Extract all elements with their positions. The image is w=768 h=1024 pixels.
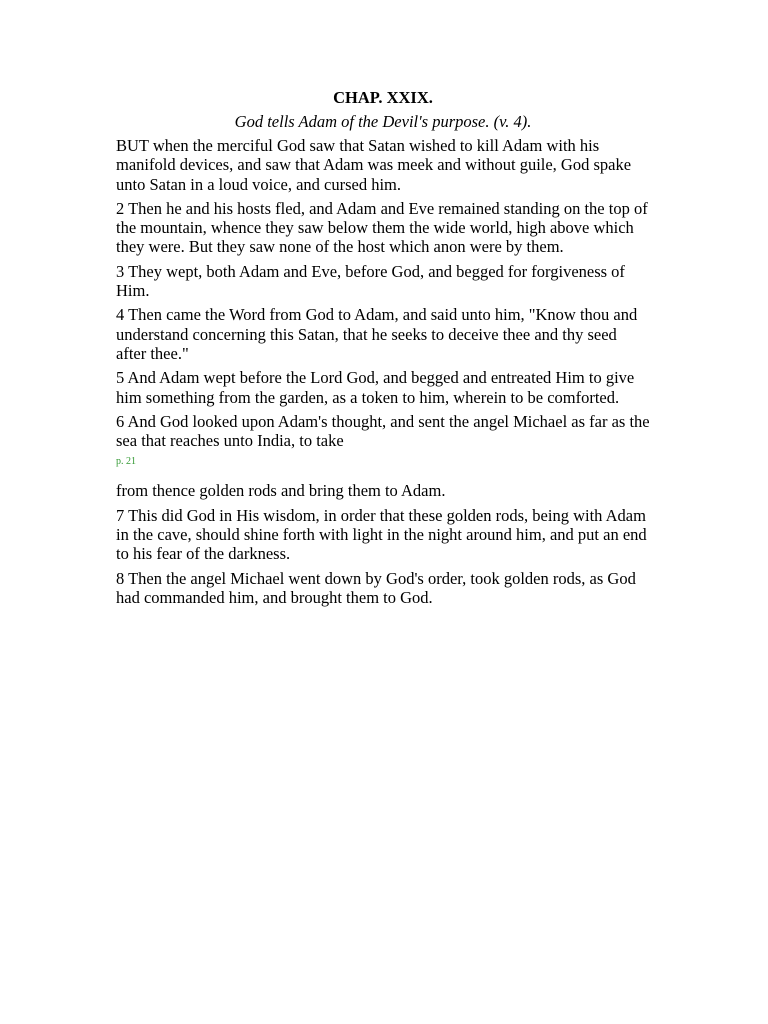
paragraph-4: 4 Then came the Word from God to Adam, and said unto him, "Know thou and understand concerning this Satan, that he seeks to deceive thee and thy seed after thee.": [116, 305, 638, 363]
paragraph-6-continued: from thence golden rods and bring them to Adam.: [116, 481, 446, 501]
page-number-marker: p. 21: [116, 456, 136, 468]
paragraph-3: 3 They wept, both Adam and Eve, before God, and begged for forgiveness of Him.: [116, 261, 625, 301]
chapter-title: CHAP. XXIX.: [333, 88, 433, 107]
paragraph-1: BUT when the merciful God saw that Satan wished to kill Adam with his manifold devices, and saw that Adam was meek and without guile, God spake unto Satan in a loud voice, and cursed him.: [116, 136, 632, 194]
paragraph-2: 2 Then he and his hosts fled, and Adam and Eve remained standing on the top of the mountain, whence they saw below them the wide world, high above which they were. But they saw none of the host which anon were by them.: [116, 198, 648, 257]
paragraph-7: 7 This did God in His wisdom, in order that these golden rods, being with Adam in the cave, should shine forth with light in the night around him, and put an end to his fear of the darkness.: [116, 505, 647, 564]
chapter-subtitle: God tells Adam of the Devil's purpose. (v. 4).: [234, 112, 532, 131]
document-page: [116, 86, 650, 612]
paragraph-6: 6 And God looked upon Adam's thought, and sent the angel Michael as far as the sea that reaches unto India, to take: [116, 411, 650, 451]
paragraph-5: 5 And Adam wept before the Lord God, and begged and entreated Him to give him something from the garden, as a token to him, wherein to be comforted.: [116, 368, 635, 407]
paragraph-8: 8 Then the angel Michael went down by God's order, took golden rods, as God had commanded him, and brought them to God.: [116, 568, 636, 607]
